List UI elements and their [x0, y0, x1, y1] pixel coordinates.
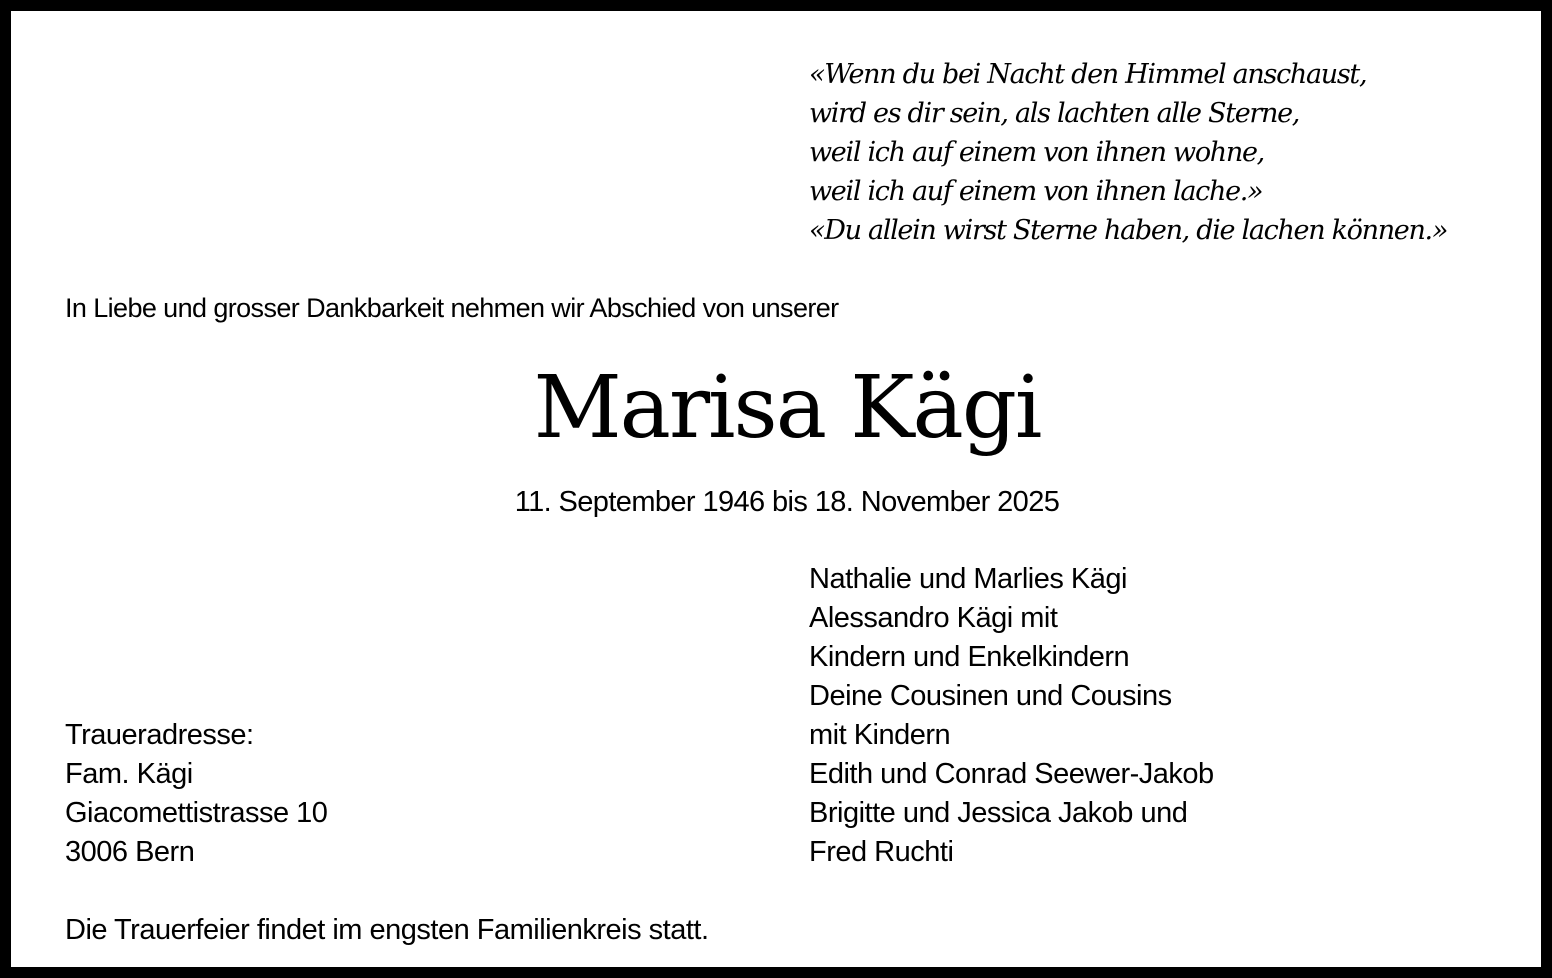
- mourner-line: Deine Cousinen und Cousins: [809, 680, 1172, 712]
- address-line: Traueradresse:: [65, 719, 254, 751]
- mourners-list: [809, 560, 1214, 872]
- ceremony-note: Die Trauerfeier findet im engsten Familienkreis statt.: [65, 914, 709, 946]
- quote-line: «Du allein wirst Sterne haben, die lachen können.»: [809, 215, 1448, 246]
- mourner-line: Edith und Conrad Seewer-Jakob: [809, 758, 1214, 790]
- deceased-name: Marisa Kägi: [533, 358, 1041, 458]
- address-line: Fam. Kägi: [65, 758, 193, 790]
- quote-line: weil ich auf einem von ihnen wohne,: [809, 137, 1264, 168]
- quote-line: weil ich auf einem von ihnen lache.»: [809, 176, 1263, 207]
- mourner-line: mit Kindern: [809, 719, 951, 751]
- mourner-line: Alessandro Kägi mit: [809, 602, 1058, 634]
- life-dates: 11. September 1946 bis 18. November 2025: [514, 486, 1060, 518]
- mourner-line: Kindern und Enkelkindern: [809, 641, 1130, 673]
- quote-line: wird es dir sein, als lachten alle Sterne,: [809, 98, 1300, 129]
- address-line: 3006 Bern: [65, 836, 195, 868]
- mourner-line: Fred Ruchti: [809, 836, 954, 868]
- intro-text: In Liebe und grosser Dankbarkeit nehmen wir Abschied von unserer: [65, 293, 839, 323]
- quote-line: «Wenn du bei Nacht den Himmel anschaust,: [809, 59, 1367, 90]
- mourner-line: Brigitte und Jessica Jakob und: [809, 797, 1188, 829]
- mourning-address: [65, 716, 327, 872]
- mourner-line: Nathalie und Marlies Kägi: [809, 563, 1127, 595]
- poem-quote: [809, 55, 1447, 250]
- address-line: Giacomettistrasse 10: [65, 797, 328, 829]
